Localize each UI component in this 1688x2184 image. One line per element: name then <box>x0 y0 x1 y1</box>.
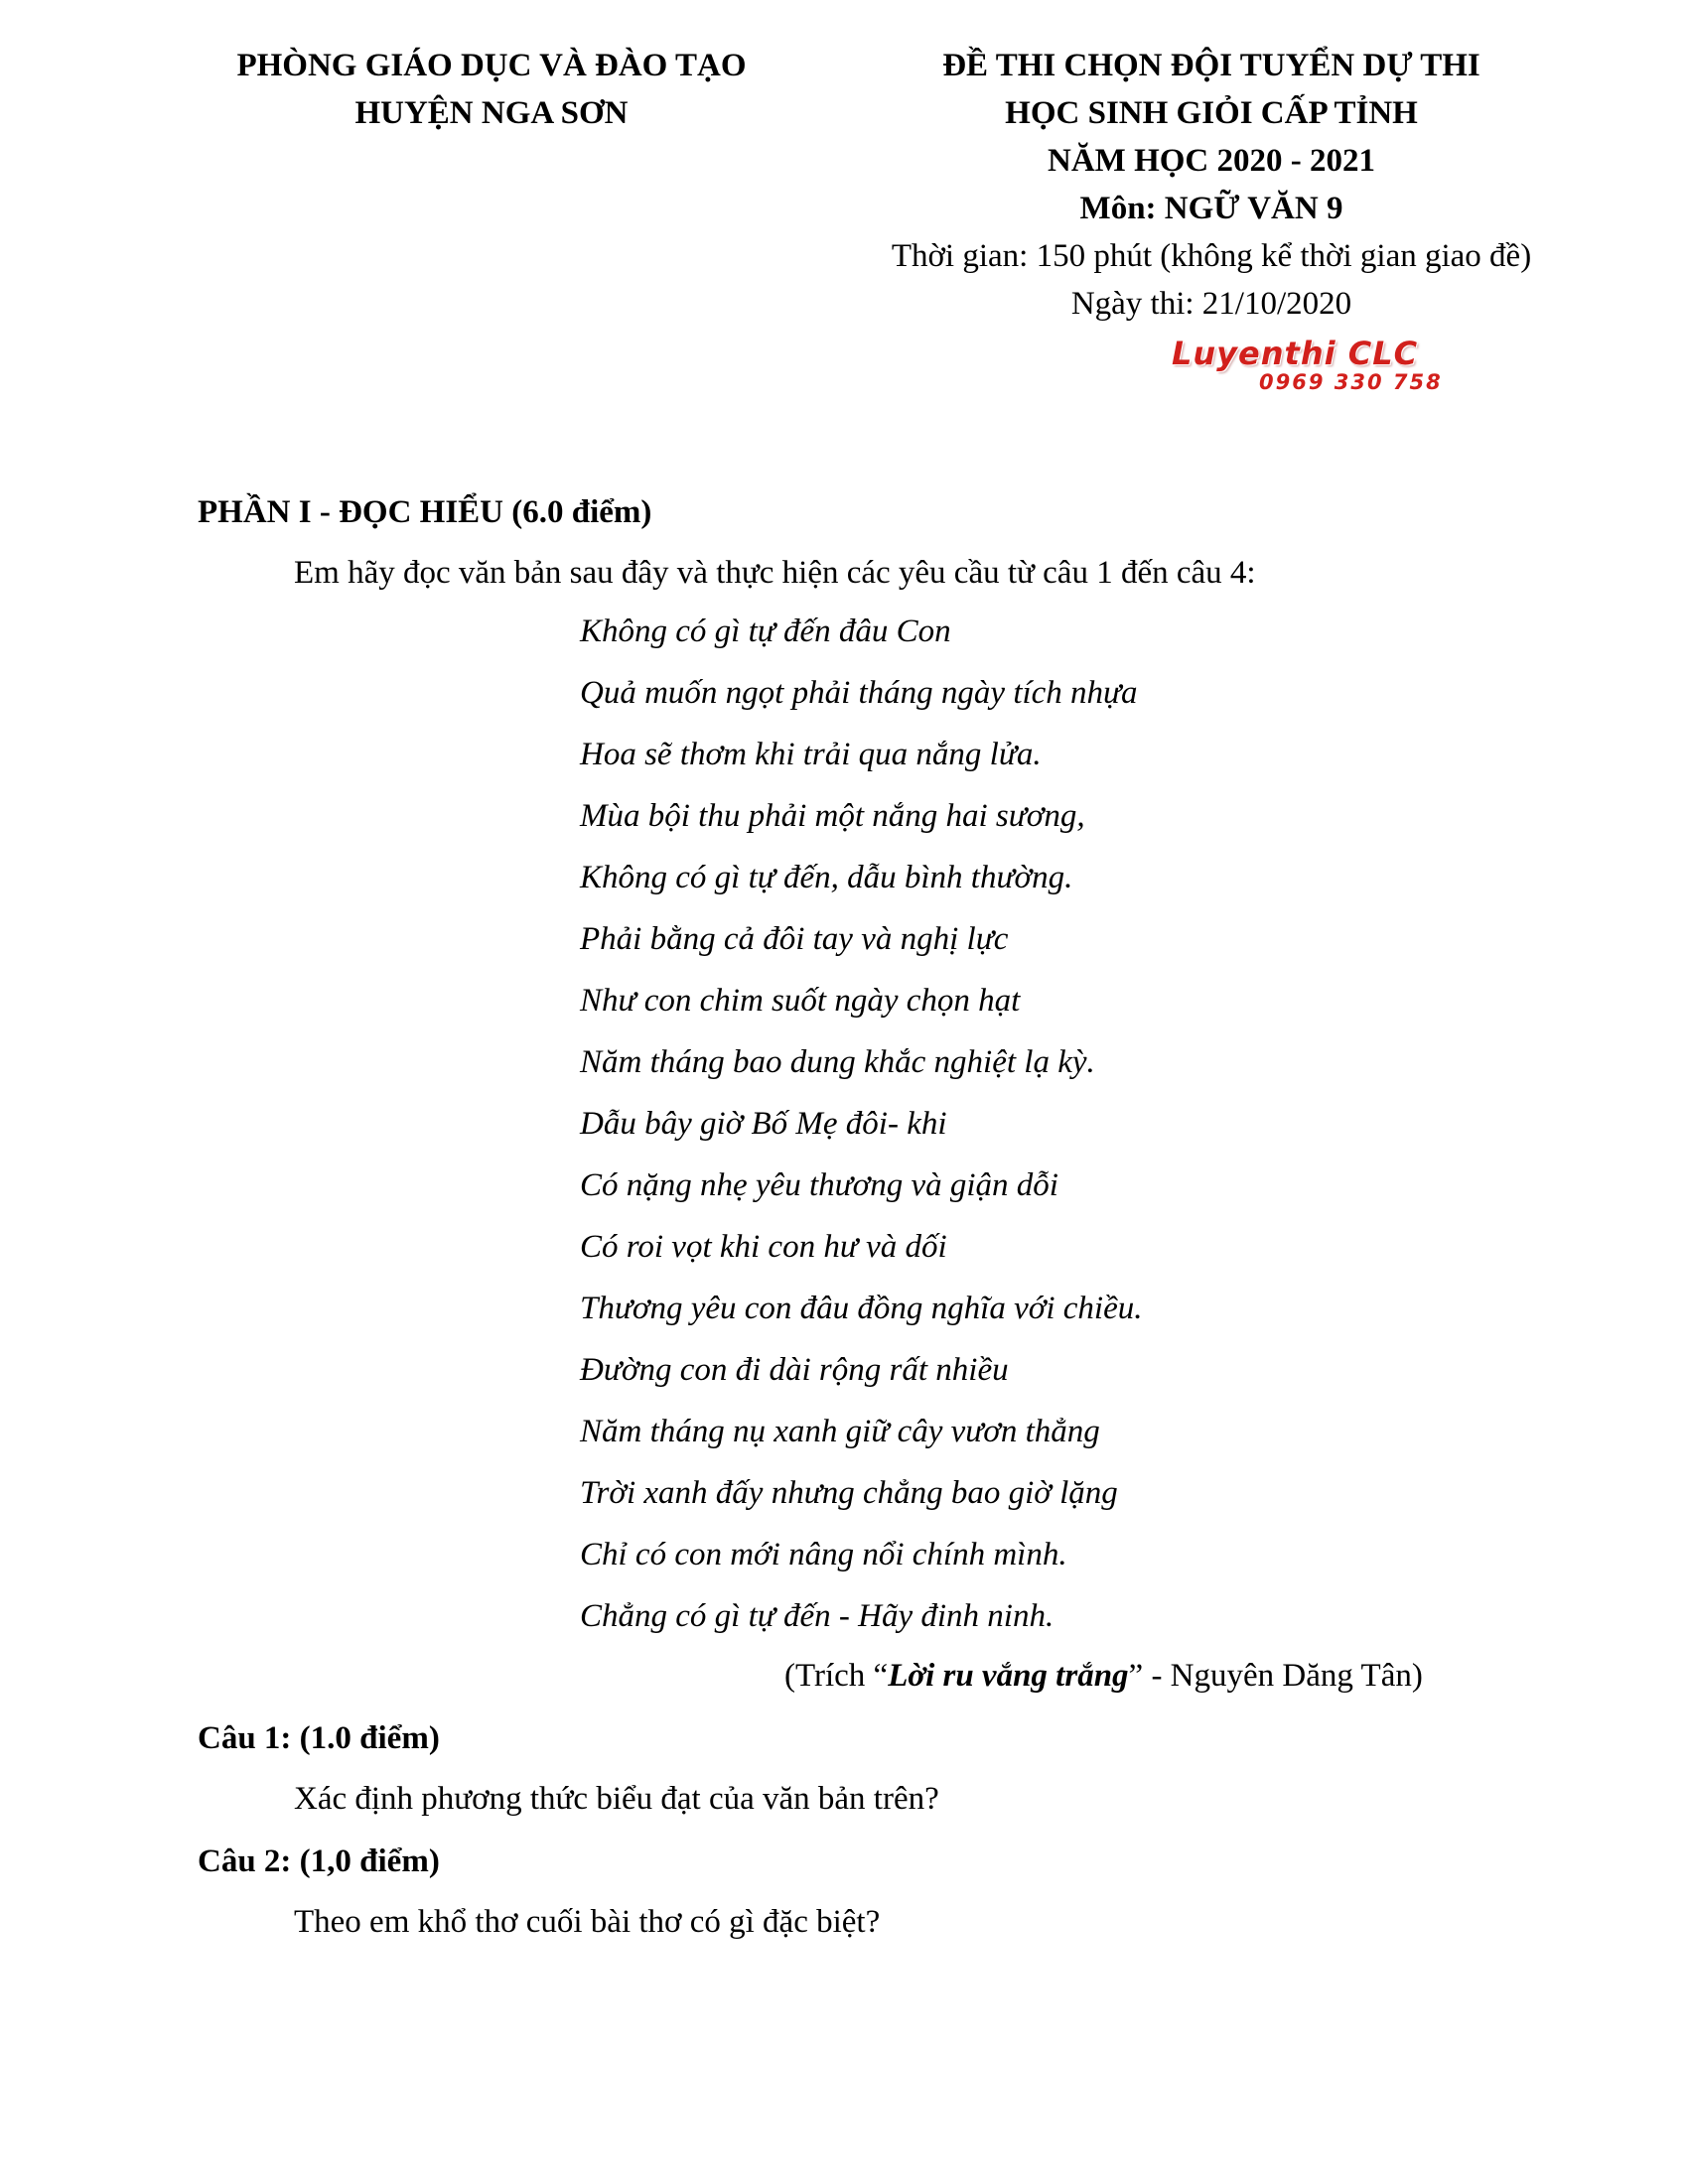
poem-line: Dẫu bây giờ Bố Mẹ đôi- khi <box>580 1106 947 1142</box>
exam-date: Ngày thi: 21/10/2020 <box>1070 286 1352 322</box>
part1-heading: PHẦN I - ĐỌC HIỂU (6.0 điểm) <box>198 494 652 530</box>
question-2-heading: Câu 2: (1,0 điểm) <box>198 1843 440 1879</box>
district-name: HUYỆN NGA SƠN <box>354 95 629 131</box>
poem-line: Hoa sẽ thơm khi trải qua nắng lửa. <box>580 737 1042 772</box>
exam-subject: Môn: NGỮ VĂN 9 <box>1079 191 1343 226</box>
poem-line: Chẳng có gì tự đến - Hãy đinh ninh. <box>580 1598 1055 1634</box>
poem-line: Không có gì tự đến, dẫu bình thường. <box>580 860 1073 895</box>
poem-line: Đường con đi dài rộng rất nhiều <box>580 1352 1009 1388</box>
poem-line: Phải bằng cả đôi tay và nghị lực <box>580 921 1009 957</box>
poem-line: Mùa bội thu phải một nắng hai sương, <box>580 798 1085 834</box>
citation-prefix: (Trích “ <box>784 1658 889 1694</box>
exam-header <box>814 42 1609 328</box>
logo-phone: 0969 330 758 <box>1259 370 1443 394</box>
poem-line: Có roi vọt khi con hư và dối <box>580 1229 947 1265</box>
poem-line: Có nặng nhẹ yêu thương và giận dỗi <box>580 1167 1058 1203</box>
poem-line: Thương yêu con đâu đồng nghĩa với chiều. <box>580 1291 1143 1326</box>
watermark-logo <box>1172 336 1489 405</box>
poem-line: Quả muốn ngọt phải tháng ngày tích nhựa <box>580 675 1138 711</box>
question-2-text: Theo em khổ thơ cuối bài thơ có gì đặc biệt? <box>294 1904 881 1940</box>
poem-line: Trời xanh đấy nhưng chẳng bao giờ lặng <box>580 1475 1118 1511</box>
exam-title-line1: ĐỀ THI CHỌN ĐỘI TUYỂN DỰ THI <box>942 48 1480 83</box>
exam-title-line2: HỌC SINH GIỎI CẤP TỈNH <box>1005 95 1418 131</box>
citation-suffix: ” - Nguyên Dăng Tân) <box>1128 1658 1423 1694</box>
poem-line: Năm tháng bao dung khắc nghiệt lạ kỳ. <box>580 1044 1095 1080</box>
exam-duration: Thời gian: 150 phút (không kể thời gian giao đề) <box>891 238 1532 274</box>
question-1-heading: Câu 1: (1.0 điểm) <box>198 1720 440 1756</box>
school-year: NĂM HỌC 2020 - 2021 <box>1048 143 1375 179</box>
poem-line: Năm tháng nụ xanh giữ cây vươn thẳng <box>580 1414 1100 1449</box>
poem-line: Chỉ có con mới nâng nổi chính mình. <box>580 1537 1067 1572</box>
logo-brand: Luyenthi CLC <box>1172 335 1419 372</box>
poem-citation <box>784 1652 1423 1700</box>
poem-line: Không có gì tự đến đâu Con <box>580 614 951 649</box>
citation-title: Lời ru vắng trắng <box>888 1658 1129 1694</box>
department-name: PHÒNG GIÁO DỤC VÀ ĐÀO TẠO <box>236 48 747 83</box>
poem-line: Như con chim suốt ngày chọn hạt <box>580 983 1021 1019</box>
part1-instruction: Em hãy đọc văn bản sau đây và thực hiện các yêu cầu từ câu 1 đến câu 4: <box>294 555 1256 591</box>
poem <box>580 608 1142 1654</box>
department-header <box>179 42 804 137</box>
question-1-text: Xác định phương thức biểu đạt của văn bản trên? <box>294 1781 939 1817</box>
